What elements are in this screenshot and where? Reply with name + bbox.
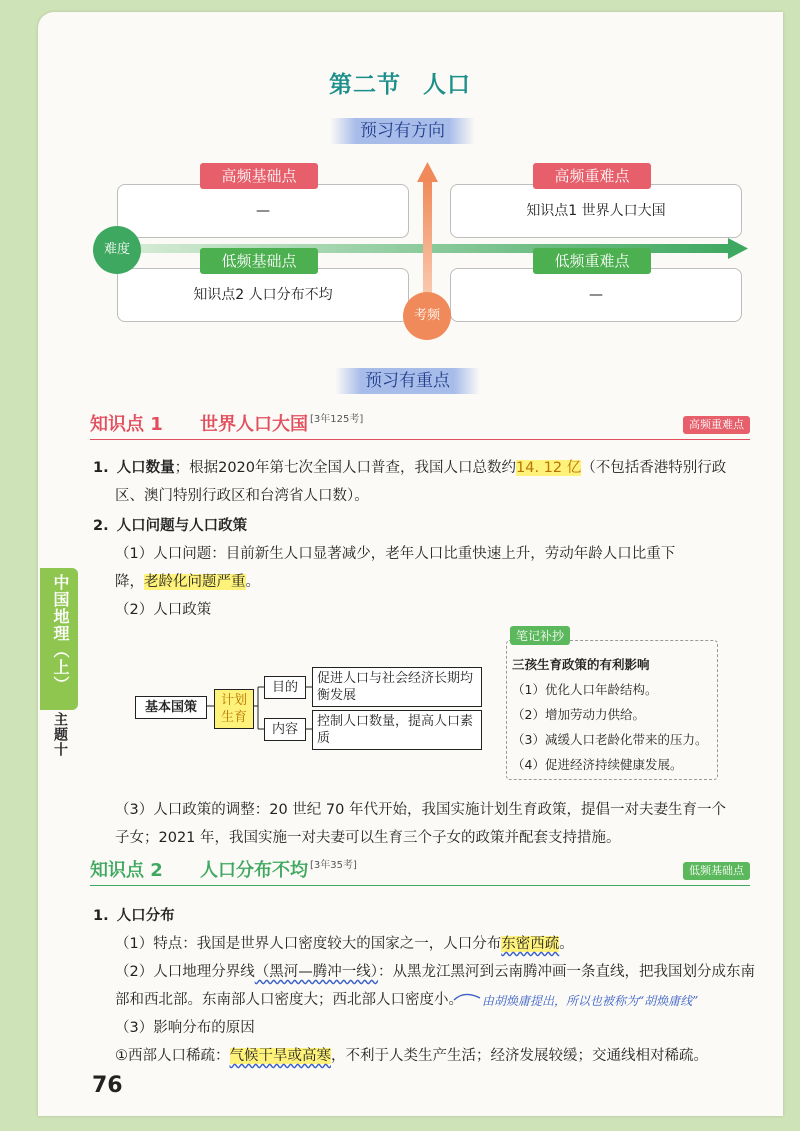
kp1-item2-head: 人口问题与人口政策 bbox=[116, 518, 248, 534]
quadrant-low-hard-content: — bbox=[589, 287, 603, 303]
kp2-s2-a: （2）人口地理分界线 bbox=[115, 964, 255, 980]
kp1-item1-text-b: （不包括香港特别行政 bbox=[581, 460, 727, 476]
note-item-2: （2）增加劳动力供给。 bbox=[512, 707, 645, 722]
kp2-s2-b: ：从黑龙江黑河到云南腾冲画一条直线，把我国划分成东南 bbox=[377, 964, 755, 980]
kp2-item1-num: 1. bbox=[93, 908, 109, 924]
difficulty-label: 难度 bbox=[93, 226, 141, 274]
kp2-s1 bbox=[115, 930, 755, 958]
quadrant-low-basic-content: 知识点2 人口分布不均 bbox=[193, 287, 333, 303]
diagram-branch-purpose: 目的 bbox=[264, 676, 306, 699]
kp2-s1-b: 。 bbox=[559, 936, 574, 952]
kp1-item1-highlight: 14. 12 亿 bbox=[516, 460, 582, 476]
tag-low-basic: 低频基础点 bbox=[200, 248, 318, 274]
kp1-p1-b: 降， bbox=[115, 574, 144, 590]
kp1-badge: 高频重难点 bbox=[683, 416, 750, 434]
quadrant-high-hard-content: 知识点1 世界人口大国 bbox=[526, 203, 666, 219]
quadrant-high-basic-content: — bbox=[256, 203, 270, 219]
note-heading: 三孩生育政策的有利影响 bbox=[512, 657, 650, 672]
kp2-s1-highlight: 东密西疏 bbox=[501, 936, 560, 952]
tag-high-basic: 高频基础点 bbox=[200, 163, 318, 189]
kp1-item2-num: 2. bbox=[93, 518, 109, 534]
diagram-root: 基本国策 bbox=[135, 696, 207, 719]
handwritten-arrow bbox=[452, 988, 482, 1008]
diagram-branch-content: 内容 bbox=[264, 718, 306, 741]
side-tab-text: 中国地理（上） bbox=[51, 574, 70, 693]
kp1-p1-highlight: 老龄化问题严重 bbox=[144, 574, 246, 590]
banner-preview-key: 预习有重点 bbox=[335, 368, 480, 394]
kp1-p1-c: 。 bbox=[245, 574, 260, 590]
kp2-s3: （3）影响分布的原因 bbox=[115, 1020, 255, 1036]
kp2-s1-a: （1）特点：我国是世界人口密度较大的国家之一，人口分布 bbox=[115, 936, 502, 952]
kp2-item1-head: 人口分布 bbox=[116, 908, 175, 924]
section-topic: 人口 bbox=[423, 71, 471, 98]
kp1-p3-a: （3）人口政策的调整：20 世纪 70 年代开始，我国实施计划生育政策，提倡一对夫妻生育一个 bbox=[115, 802, 726, 818]
diagram-policy-l2: 生育 bbox=[220, 710, 247, 725]
kp1-item1-num: 1. bbox=[93, 460, 109, 476]
kp1-label: 知识点 1 bbox=[90, 414, 163, 435]
kp2-s2-c: 部和西北部。东南部人口密度大；西北部人口密度小。 bbox=[115, 992, 463, 1008]
side-label: 主题十 bbox=[52, 712, 68, 757]
kp2-header bbox=[90, 854, 750, 886]
tag-low-hard: 低频重难点 bbox=[533, 248, 651, 274]
note-item-4: （4）促进经济持续健康发展。 bbox=[512, 757, 683, 772]
kp2-s4-highlight: 气候干旱或高寒 bbox=[229, 1048, 331, 1064]
kp2-s4 bbox=[115, 1042, 755, 1070]
kp1-item1-text-c: 区、澳门特别行政区和台湾省人口数）。 bbox=[115, 488, 369, 504]
kp1-p1-a: （1）人口问题：目前新生人口显著减少，老年人口比重快速上升，劳动年龄人口比重下 bbox=[115, 546, 676, 562]
kp2-freq: [3年35考] bbox=[310, 860, 357, 871]
diagram-policy-l1: 计划 bbox=[220, 693, 247, 708]
kp2-item1 bbox=[93, 902, 175, 930]
note-item-3: （3）减缓人口老龄化带来的压力。 bbox=[512, 732, 708, 747]
section-number: 第二节 bbox=[329, 71, 401, 98]
kp2-title: 人口分布不均 bbox=[200, 860, 308, 881]
kp1-title: 世界人口大国 bbox=[200, 414, 308, 435]
tag-high-hard: 高频重难点 bbox=[533, 163, 651, 189]
kp1-freq: [3年125考] bbox=[310, 414, 364, 425]
banner-preview-direction: 预习有方向 bbox=[330, 118, 475, 144]
kp2-underline bbox=[90, 885, 750, 886]
diagram-policy bbox=[214, 689, 254, 729]
note-item-1: （1）优化人口年龄结构。 bbox=[512, 682, 658, 697]
kp1-p2: （2）人口政策 bbox=[115, 602, 212, 618]
kp2-s4-b: ，不利于人类生产生活；经济发展较缓；交通线相对稀疏。 bbox=[331, 1048, 708, 1064]
kp1-item1-text-a: ；根据2020年第七次全国人口普查，我国人口总数约 bbox=[174, 460, 517, 476]
kp2-label: 知识点 2 bbox=[90, 860, 163, 881]
diagram-purpose-text: 促进人口与社会经济长期均衡发展 bbox=[312, 667, 482, 707]
kp1-p3 bbox=[115, 796, 755, 852]
kp1-item1-head: 人口数量 bbox=[116, 460, 175, 476]
page-number: 76 bbox=[92, 1073, 123, 1098]
kp1-p3-b: 子女；2021 年，我国实施一对夫妻可以生育三个子女的政策并配套支持措施。 bbox=[115, 830, 621, 846]
frequency-label: 考频 bbox=[403, 292, 451, 340]
kp2-badge: 低频基础点 bbox=[683, 862, 750, 880]
note-tag: 笔记补抄 bbox=[510, 626, 570, 645]
diagram-content-text: 控制人口数量，提高人口素质 bbox=[312, 710, 482, 750]
kp2-s2-wavy: （黑河—腾冲一线） bbox=[254, 964, 378, 980]
kp2-s4-a: ①西部人口稀疏： bbox=[115, 1048, 230, 1064]
handwritten-note: 由胡焕庸提出，所以也被称为“胡焕庸线” bbox=[482, 994, 699, 1008]
kp2-title-wrap bbox=[200, 856, 357, 882]
